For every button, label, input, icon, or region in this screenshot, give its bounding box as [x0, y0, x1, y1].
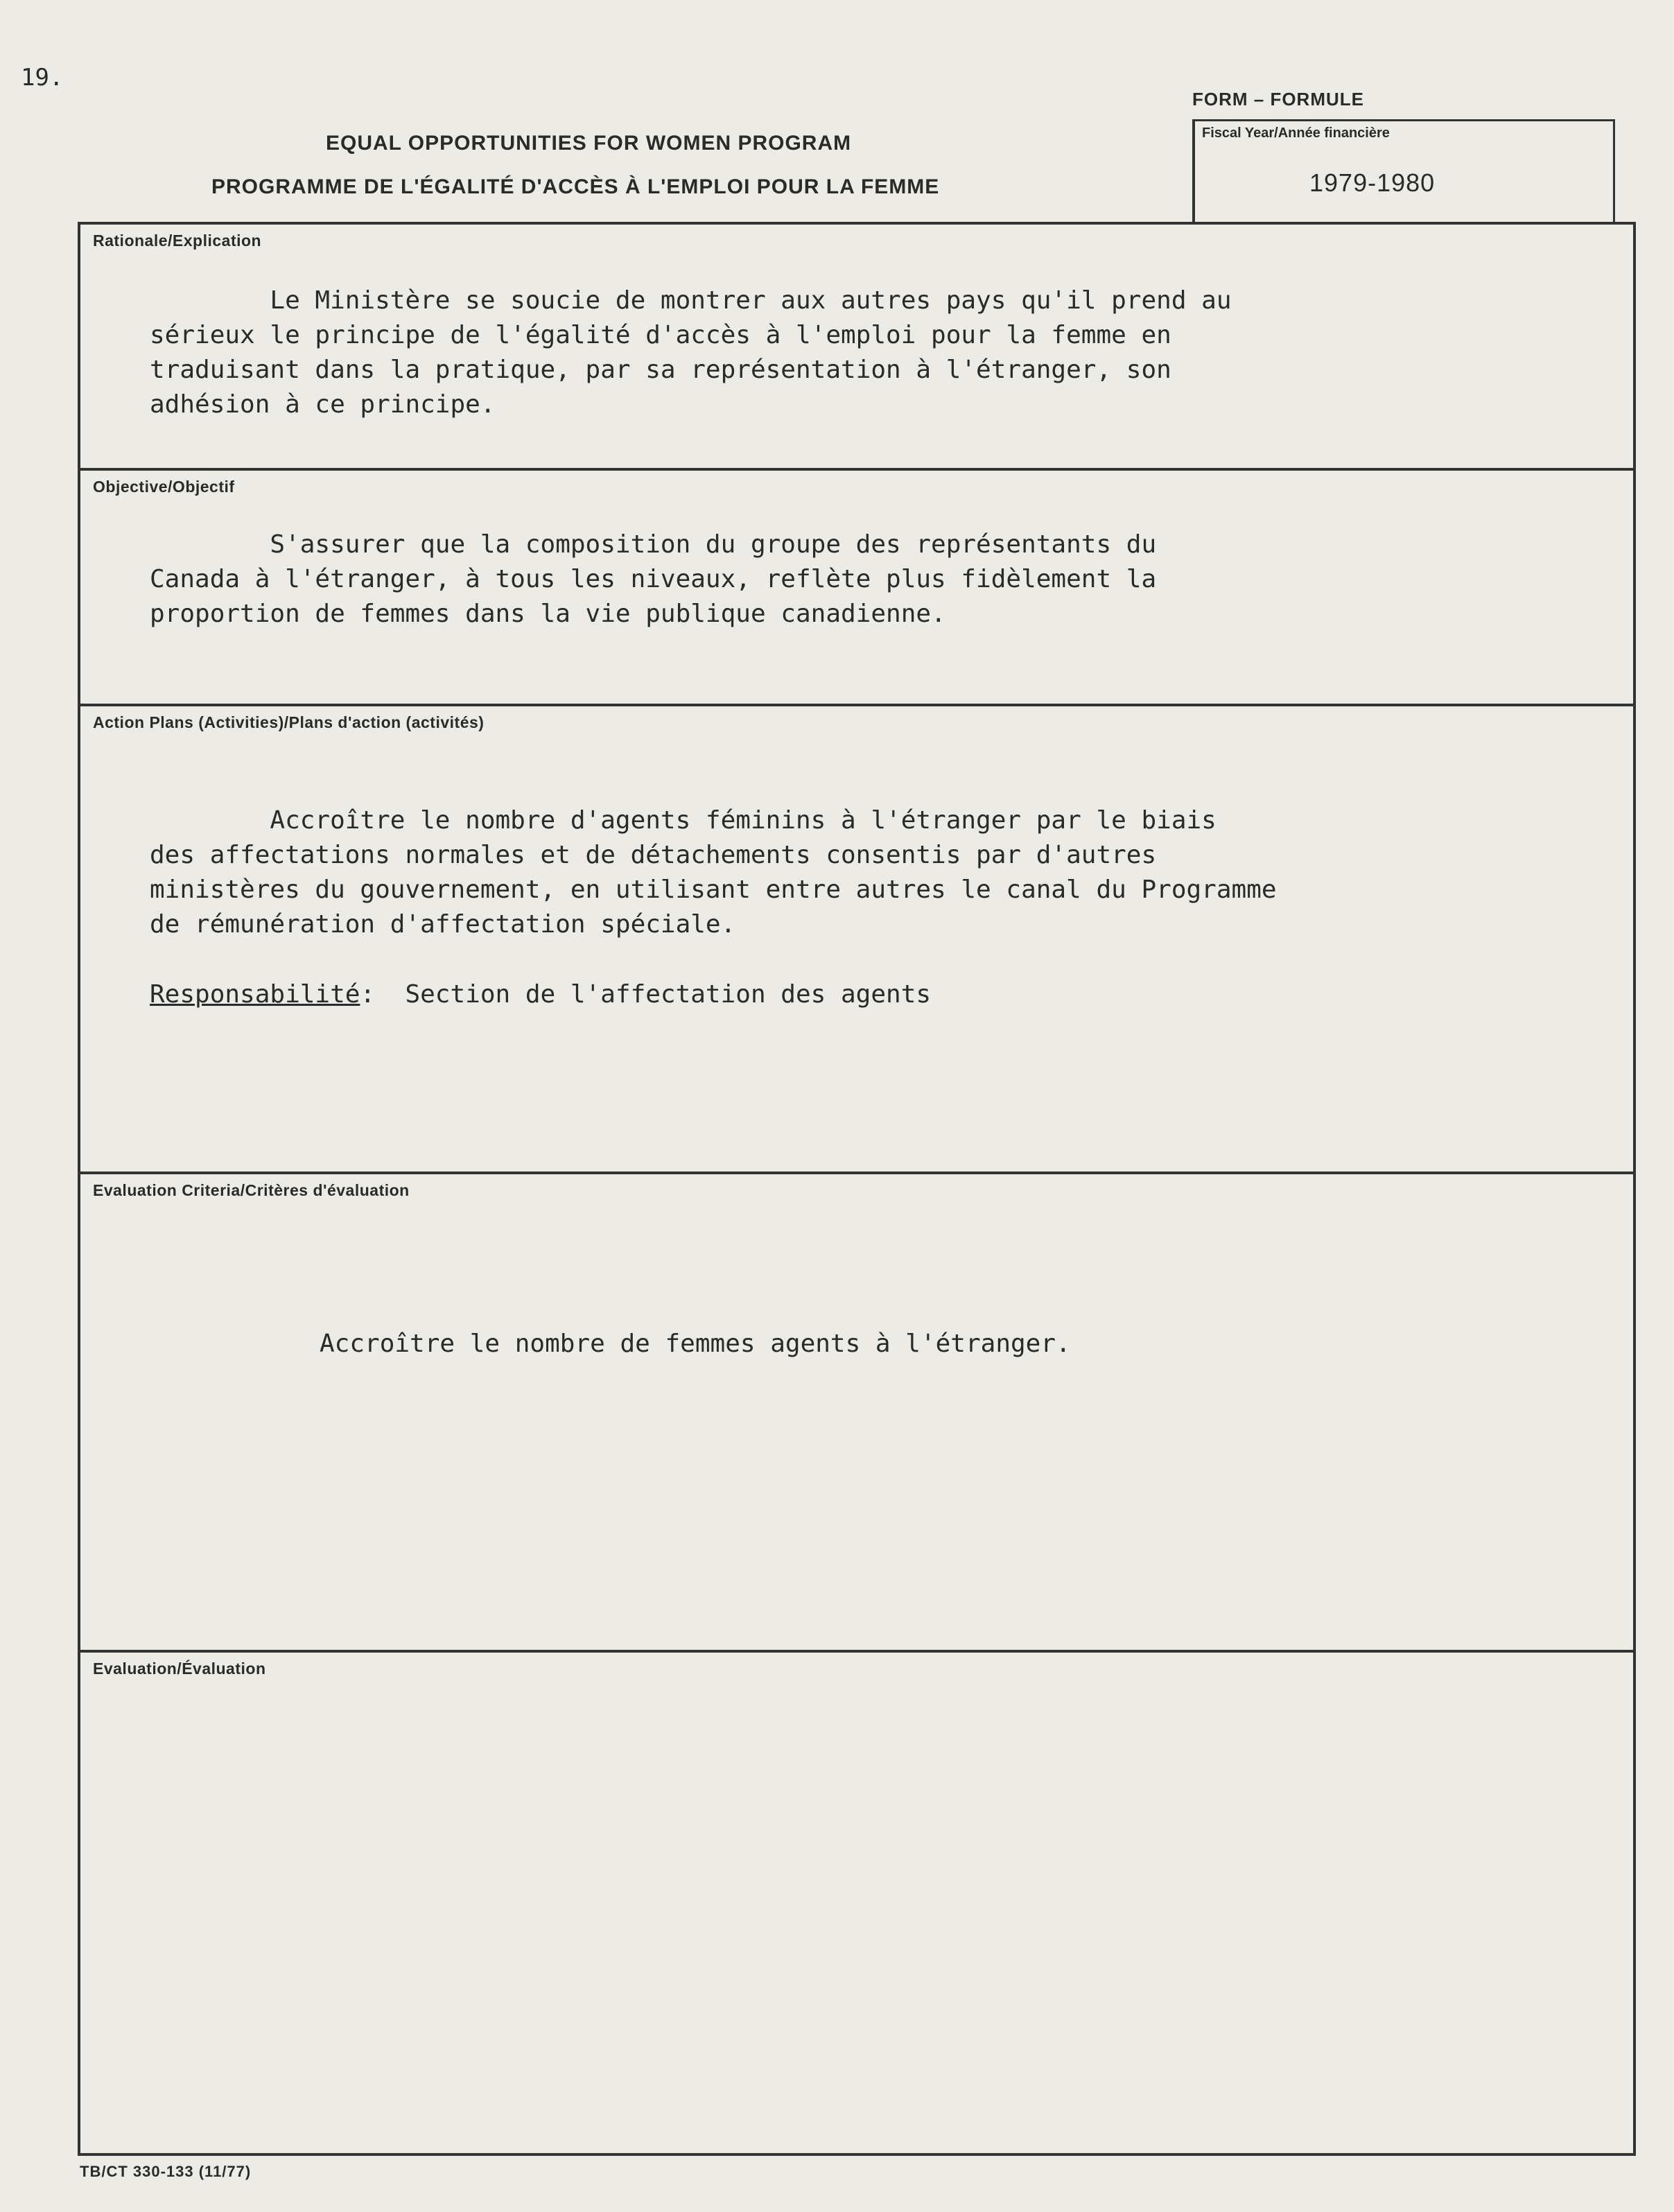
objective-section: [80, 471, 1633, 706]
text-line: ministères du gouvernement, en utilisant entre autres le canal du Programme: [150, 876, 1277, 904]
evaluation-criteria-text: Accroître le nombre de femmes agents à l'étranger.: [320, 1330, 1071, 1358]
evaluation-criteria-label: Evaluation Criteria/Critères d'évaluation: [93, 1181, 410, 1199]
action-plans-label: Action Plans (Activities)/Plans d'action (activités): [93, 713, 485, 731]
rationale-text: [150, 284, 1232, 422]
text-line: adhésion à ce principe.: [150, 390, 496, 419]
text-line: sérieux le principe de l'égalité d'accès à l'emploi pour la femme en: [150, 321, 1171, 349]
objective-text: [150, 528, 1156, 632]
text-line: Canada à l'étranger, à tous les niveaux, reflète plus fidèlement la: [150, 565, 1157, 593]
responsibility-line: [150, 980, 931, 1009]
rationale-section: [80, 225, 1633, 471]
form-code: TB/CT 330-133 (11/77): [80, 2163, 252, 2180]
evaluation-criteria-section: [80, 1174, 1633, 1653]
rationale-label: Rationale/Explication: [93, 232, 262, 250]
evaluation-section: [80, 1653, 1633, 2153]
fiscal-year-label: Fiscal Year/Année financière: [1202, 125, 1390, 141]
fiscal-year-value: 1979-1980: [1309, 168, 1436, 197]
form-label: FORM – FORMULE: [1192, 89, 1364, 110]
title-english: EQUAL OPPORTUNITIES FOR WOMEN PROGRAM: [326, 132, 852, 155]
text-line: Le Ministère se soucie de montrer aux autres pays qu'il prend au: [150, 286, 1232, 315]
objective-label: Objective/Objectif: [93, 478, 235, 496]
action-plans-text: [150, 803, 1277, 942]
text-line: proportion de femmes dans la vie publique canadienne.: [150, 600, 946, 628]
text-line: traduisant dans la pratique, par sa représentation à l'étranger, son: [150, 356, 1171, 384]
action-plans-section: [80, 706, 1633, 1174]
responsibility-label: Responsabilité: [150, 980, 360, 1009]
text-line: S'assurer que la composition du groupe des représentants du: [150, 530, 1157, 559]
responsibility-value: : Section de l'affectation des agents: [360, 980, 932, 1009]
text-line: de rémunération d'affectation spéciale.: [150, 910, 736, 939]
fiscal-year-box: [1192, 119, 1615, 222]
title-french: PROGRAMME DE L'ÉGALITÉ D'ACCÈS À L'EMPLOI POUR LA FEMME: [211, 175, 940, 198]
text-line: des affectations normales et de détachements consentis par d'autres: [150, 841, 1157, 869]
text-line: Accroître le nombre d'agents féminins à l'étranger par le biais: [150, 806, 1217, 835]
form-body: [78, 222, 1636, 2156]
evaluation-label: Evaluation/Évaluation: [93, 1660, 266, 1678]
page-number: 19.: [21, 64, 64, 92]
